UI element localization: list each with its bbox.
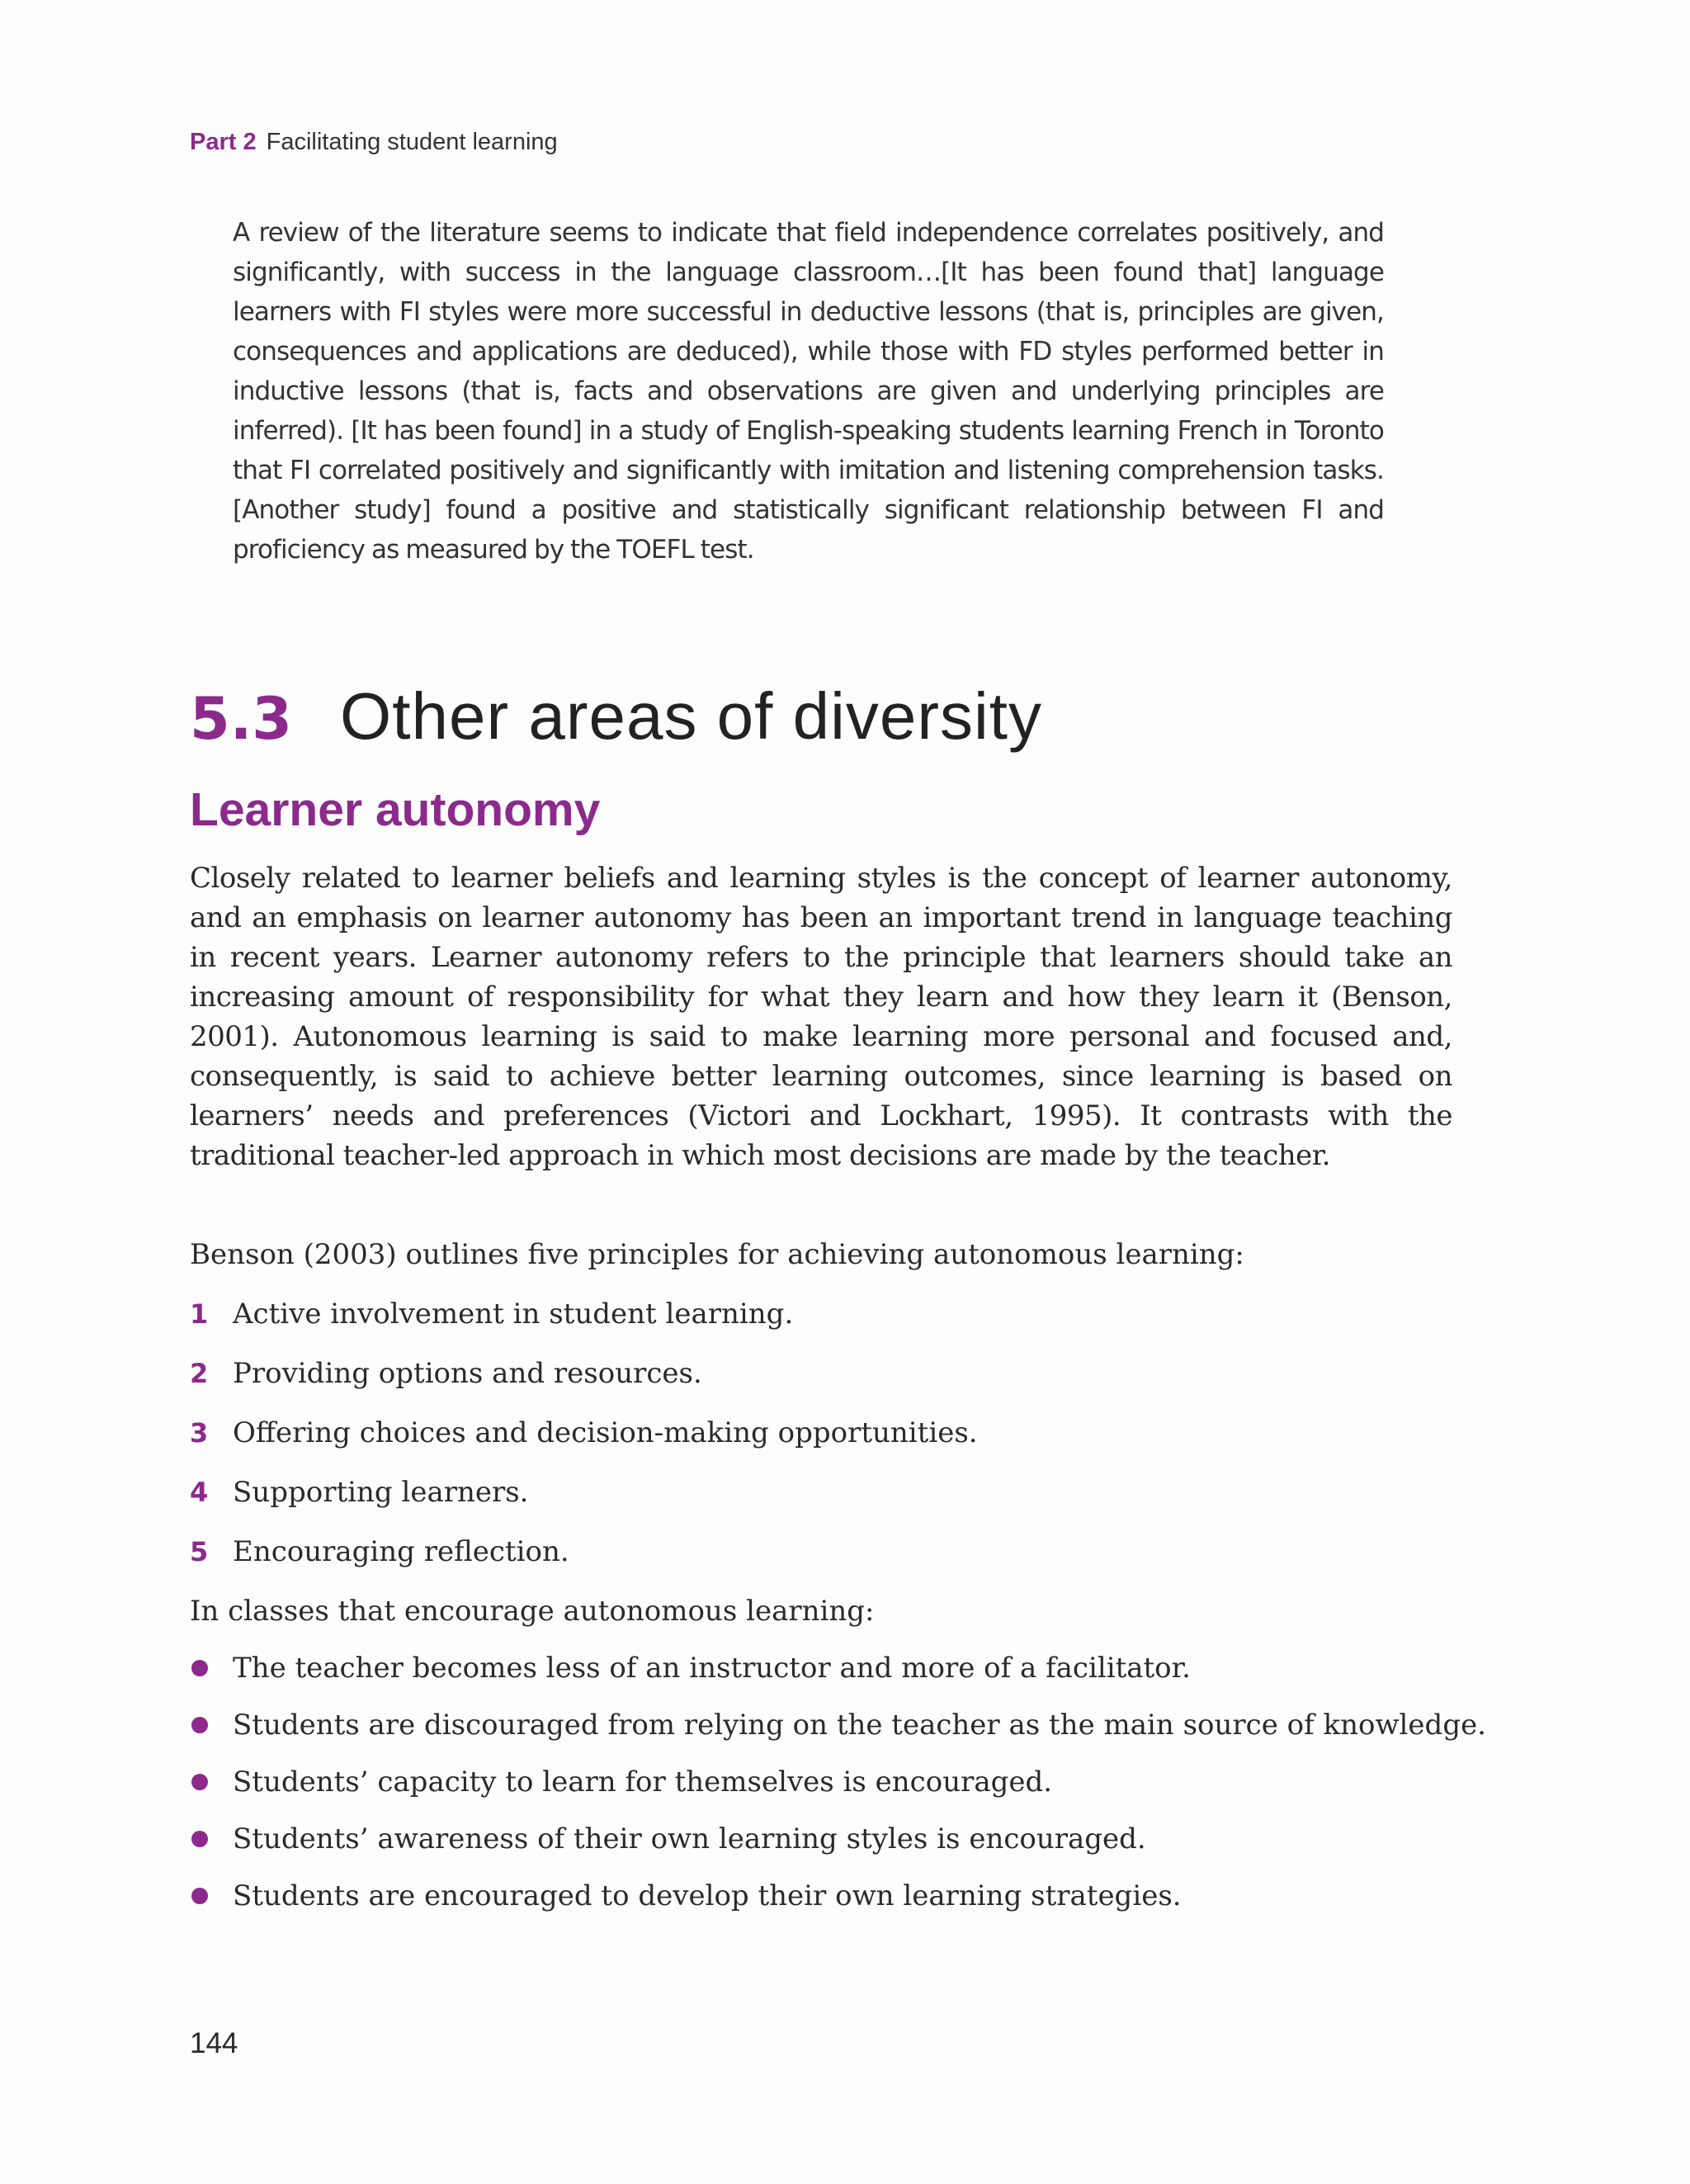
list-item	[190, 1819, 1486, 1876]
section-title: Other areas of diversity	[340, 679, 1043, 753]
list-item	[190, 1705, 1486, 1762]
bullet-icon	[190, 1648, 233, 1688]
list-item	[190, 1876, 1486, 1933]
list-number: 5	[190, 1536, 209, 1567]
list-item-text: Active involvement in student learning.	[233, 1298, 794, 1331]
list-item	[190, 1762, 1486, 1819]
running-head-part: Part 2	[190, 129, 257, 155]
list-item-text: Providing options and resources.	[233, 1357, 702, 1390]
page-number: 144	[190, 2027, 238, 2059]
list-item-text: Students’ awareness of their own learning styles is encouraged.	[233, 1822, 1146, 1855]
running-head-title: Facilitating student learning	[266, 129, 558, 155]
list-item-text: Students are encouraged to develop their own learning strategies.	[233, 1879, 1182, 1912]
principles-list	[190, 1294, 978, 1591]
bullet-icon	[190, 1762, 233, 1802]
list-item-text: The teacher becomes less of an instructor and more of a facilitator.	[233, 1652, 1191, 1685]
paragraph-learner-autonomy: Closely related to learner beliefs and learning styles is the concept of learner autonomy, and an emphasis on learner autonomy has been an important trend in language teaching in recent years. Learner autonomy refers to the principle that learners should take an increasing amount of responsibility for what they learn and how they learn it (Benson, 2001). Autonomous learning is said to make learning more personal and focused and, consequently, is said to achieve better learning outcomes, since learning is based on learners’ needs and preferences (Victori and Lockhart, 1995). It contrasts with the traditional teacher-led approach in which most decisions are made by the teacher.	[190, 862, 1452, 1172]
section-number: 5.3	[190, 685, 293, 753]
section-heading	[190, 679, 1043, 753]
paragraph-classes-intro: In classes that encourage autonomous learning:	[190, 1595, 875, 1628]
list-item-text: Encouraging reflection.	[233, 1535, 569, 1568]
list-item	[190, 1413, 978, 1473]
autonomy-bullet-list	[190, 1648, 1486, 1933]
block-quote: A review of the literature seems to indicate that field independence correlates positively, and significantly, with success in the language classroom…[It has been found that] language learners with FI styles were more successful in deductive lessons (that is, principles are given, consequences and applications are deduced), while those with FD styles performed better in inductive lessons (that is, facts and observations are given and underlying principles are inferred). [It has been found] in a study of English-speaking students learning French in Toronto that FI correlated positively and significantly with imitation and listening comprehension tasks. [Another study] found a positive and statistically significant relationship between FI and proficiency as measured by the TOEFL test.	[233, 218, 1384, 565]
bullet-icon	[190, 1705, 233, 1745]
subheading: Learner autonomy	[190, 783, 601, 836]
paragraph-principles-intro: Benson (2003) outlines five principles for achieving autonomous learning:	[190, 1238, 1244, 1271]
list-item-text: Students’ capacity to learn for themselves is encouraged.	[233, 1766, 1053, 1799]
list-number: 1	[190, 1298, 209, 1330]
list-item	[190, 1294, 978, 1354]
running-head	[190, 129, 558, 156]
bullet-icon	[190, 1819, 233, 1859]
list-item	[190, 1354, 978, 1413]
bullet-icon	[190, 1876, 233, 1916]
list-item	[190, 1648, 1486, 1705]
list-item	[190, 1532, 978, 1591]
list-number: 2	[190, 1358, 209, 1389]
list-number: 4	[190, 1477, 209, 1508]
list-item-text: Supporting learners.	[233, 1476, 529, 1509]
list-item-text: Students are discouraged from relying on the teacher as the main source of knowledge.	[233, 1709, 1487, 1742]
list-item-text: Offering choices and decision-making opportunities.	[233, 1416, 978, 1449]
list-number: 3	[190, 1417, 209, 1449]
list-item	[190, 1473, 978, 1532]
